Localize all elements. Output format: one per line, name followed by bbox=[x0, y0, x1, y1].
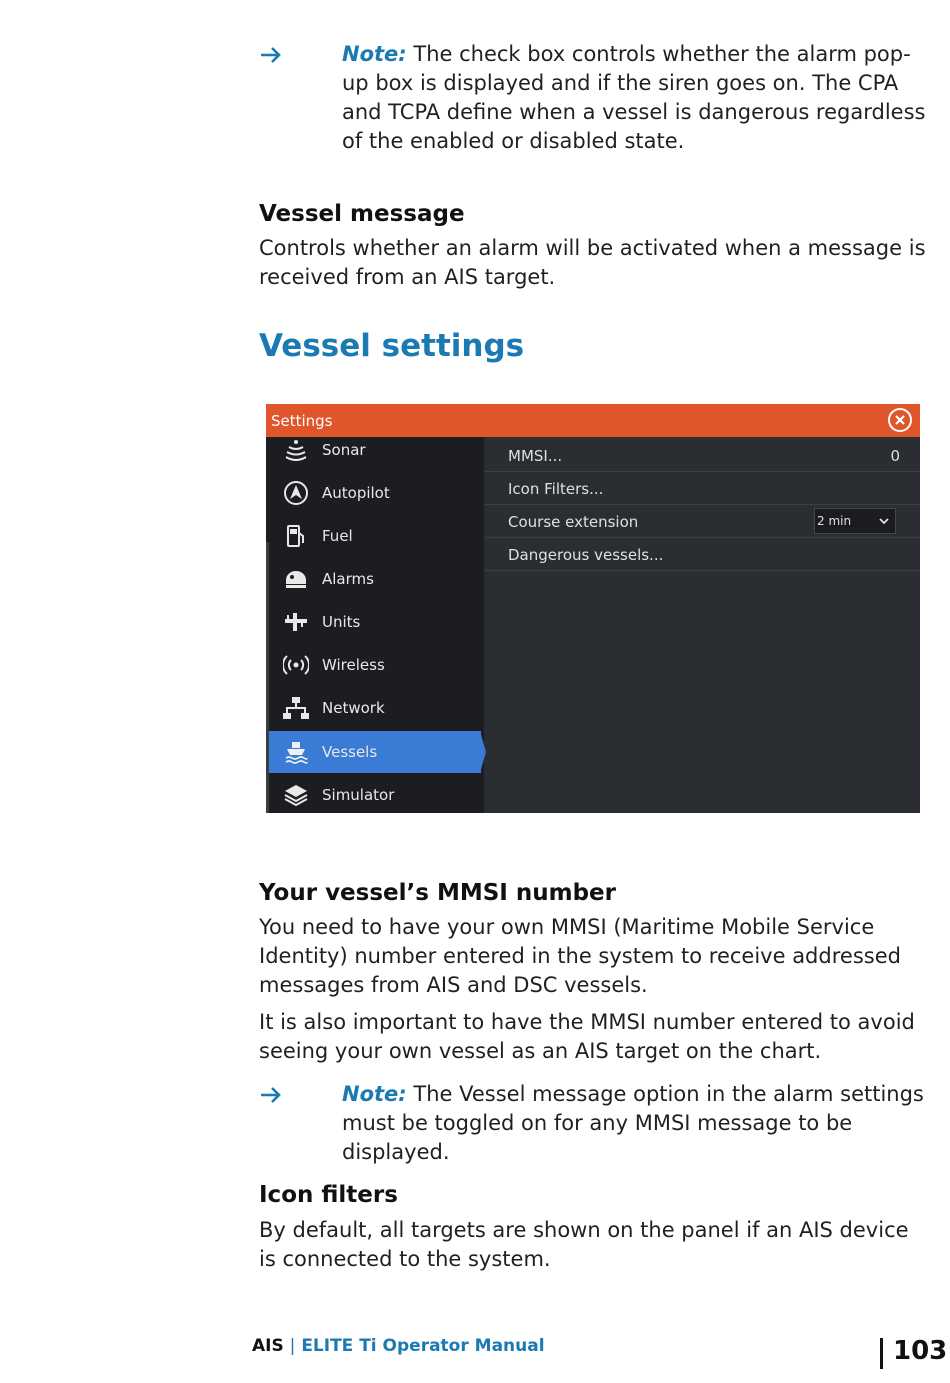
dangerous-vessels-row[interactable] bbox=[484, 538, 920, 571]
note-label: Note: bbox=[342, 1082, 407, 1106]
sidebar-item-label: Sonar bbox=[322, 441, 366, 459]
sidebar-item-label: Network bbox=[322, 699, 385, 717]
vessel-icon bbox=[283, 739, 309, 765]
sonar-icon bbox=[283, 437, 309, 463]
icon-filters-row[interactable] bbox=[484, 472, 920, 505]
sidebar-item-label: Wireless bbox=[322, 656, 385, 674]
sidebar-item-simulator[interactable] bbox=[269, 774, 481, 813]
sidebar-item-network[interactable] bbox=[269, 687, 481, 729]
note-text bbox=[342, 1080, 927, 1167]
row-label: Dangerous vessels... bbox=[508, 546, 664, 564]
sidebar-item-label: Alarms bbox=[322, 570, 374, 588]
icon-filters-heading: Icon filters bbox=[259, 1182, 398, 1208]
simulator-icon bbox=[283, 782, 309, 808]
chevron-down-icon bbox=[877, 514, 891, 528]
page-number: 103 bbox=[893, 1336, 948, 1366]
vessel-message-heading: Vessel message bbox=[259, 201, 465, 227]
close-icon[interactable] bbox=[888, 408, 912, 432]
settings-title: Settings bbox=[271, 412, 333, 430]
course-extension-select[interactable] bbox=[814, 508, 896, 534]
row-label: Icon Filters... bbox=[508, 480, 604, 498]
vessel-message-body: Controls whether an alarm will be activated when a message is received from an AIS target. bbox=[259, 236, 926, 289]
sidebar-item-units[interactable] bbox=[269, 601, 481, 643]
sidebar-item-wireless[interactable] bbox=[269, 644, 481, 686]
network-icon bbox=[283, 695, 309, 721]
arrow-right-icon bbox=[259, 1083, 283, 1107]
page-footer bbox=[252, 1336, 545, 1356]
autopilot-icon bbox=[283, 480, 309, 506]
section-title: Vessel settings bbox=[259, 328, 525, 364]
row-label: Course extension bbox=[508, 513, 639, 531]
sidebar-item-label: Vessels bbox=[322, 743, 378, 761]
select-value: 2 min bbox=[817, 514, 852, 528]
sidebar-item-label: Autopilot bbox=[322, 484, 390, 502]
sidebar-item-label: Fuel bbox=[322, 527, 353, 545]
sidebar-item-vessels[interactable] bbox=[269, 731, 481, 773]
note-body: The check box controls whether the alarm pop-up box is displayed and if the siren goes on. The CPA and TCPA define when a vessel is dangerous regardless of the enabled or disabled state. bbox=[342, 42, 926, 153]
footer-chapter: AIS bbox=[252, 1336, 284, 1356]
note-body: The Vessel message option in the alarm settings must be toggled on for any MMSI message to be displayed. bbox=[342, 1082, 924, 1164]
page-number-divider bbox=[880, 1338, 883, 1369]
sidebar-item-sonar[interactable] bbox=[269, 429, 481, 471]
settings-sidebar bbox=[266, 437, 484, 813]
wireless-icon bbox=[283, 652, 309, 678]
units-icon bbox=[283, 609, 309, 635]
mmsi-paragraph-1: You need to have your own MMSI (Maritime Mobile Service Identity) number entered in the system to receive addressed messages from AIS and DSC vessels. bbox=[259, 915, 901, 997]
course-extension-row bbox=[484, 505, 920, 538]
footer-separator: | bbox=[289, 1336, 296, 1356]
mmsi-row[interactable] bbox=[484, 439, 920, 472]
settings-panel bbox=[484, 437, 920, 813]
note-text bbox=[342, 40, 927, 156]
settings-screenshot bbox=[266, 404, 920, 813]
icon-filters-body: By default, all targets are shown on the panel if an AIS device is connected to the system. bbox=[259, 1218, 909, 1271]
mmsi-heading: Your vessel’s MMSI number bbox=[259, 880, 616, 906]
sidebar-item-label: Simulator bbox=[322, 786, 395, 804]
note-label: Note: bbox=[342, 42, 407, 66]
arrow-right-icon bbox=[259, 43, 283, 67]
sidebar-item-autopilot[interactable] bbox=[269, 472, 481, 514]
alarm-icon bbox=[283, 566, 309, 592]
sidebar-item-alarms[interactable] bbox=[269, 558, 481, 600]
row-label: MMSI... bbox=[508, 447, 563, 465]
sidebar-item-fuel[interactable] bbox=[269, 515, 481, 557]
fuel-icon bbox=[283, 523, 309, 549]
mmsi-paragraph-2: It is also important to have the MMSI number entered to avoid seeing your own vessel as an AIS target on the chart. bbox=[259, 1010, 915, 1063]
note-block bbox=[259, 1080, 929, 1164]
row-value: 0 bbox=[890, 447, 900, 465]
footer-manual-title: ELITE Ti Operator Manual bbox=[301, 1336, 545, 1356]
note-block bbox=[259, 40, 929, 160]
sidebar-item-label: Units bbox=[322, 613, 361, 631]
